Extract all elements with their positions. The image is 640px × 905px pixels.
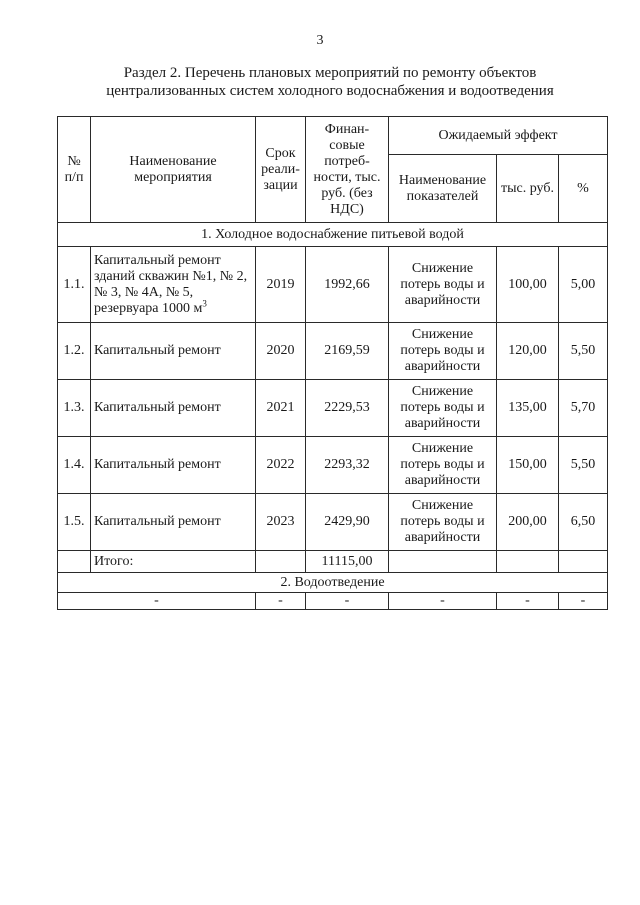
row-thousand: 100,00 xyxy=(497,247,559,323)
row-indicator: Снижение потерь воды и аварийности xyxy=(389,247,497,323)
header-name: Наименование мероприятия xyxy=(91,117,256,223)
row-thousand: 150,00 xyxy=(497,437,559,494)
row-term: 2022 xyxy=(256,437,306,494)
row-term: 2023 xyxy=(256,494,306,551)
dash-row xyxy=(58,593,608,610)
dash-cell: - xyxy=(256,593,306,610)
row-term: 2019 xyxy=(256,247,306,323)
header-term: Срок реали-зации xyxy=(256,117,306,223)
table-row xyxy=(58,323,608,380)
row-percent: 5,70 xyxy=(559,380,608,437)
row-name: Капитальный ремонт зданий скважин №1, № 2, № 3, № 4А, № 5, резервуара 1000 $м^3$ xyxy=(91,247,256,323)
row-name: Капитальный ремонт xyxy=(91,323,256,380)
page-number: 3 xyxy=(316,33,324,48)
row-indicator: Снижение потерь воды и аварийности xyxy=(389,380,497,437)
row-indicator: Снижение потерь воды и аварийности xyxy=(389,437,497,494)
header-effect: Ожидаемый эффект xyxy=(389,117,608,155)
table-row xyxy=(58,380,608,437)
total-label: Итого: xyxy=(91,551,256,573)
row-finance: 2429,90 xyxy=(306,494,389,551)
header-indicator: Наименование показателей xyxy=(389,155,497,223)
row-percent: 5,50 xyxy=(559,437,608,494)
row-name: Капитальный ремонт xyxy=(91,380,256,437)
dash-cell: - xyxy=(389,593,497,610)
dash-cell: - xyxy=(559,593,608,610)
row-percent: 6,50 xyxy=(559,494,608,551)
row-num: 1.4. xyxy=(58,437,91,494)
row-thousand: 200,00 xyxy=(497,494,559,551)
table-row xyxy=(58,247,608,323)
row-indicator: Снижение потерь воды и аварийности xyxy=(389,494,497,551)
row-term: 2020 xyxy=(256,323,306,380)
title-line-1: Раздел 2. Перечень плановых мероприятий по ремонту объектов xyxy=(123,65,537,81)
dash-cell: - xyxy=(58,593,256,610)
header-finance: Финан-совые потреб-ности, тыс. руб. (без НДС) xyxy=(306,117,389,223)
row-finance: 2229,53 xyxy=(306,380,389,437)
total-value: 11115,00 xyxy=(306,551,389,573)
total-row xyxy=(58,551,608,573)
title-line-2: централизованных систем холодного водоснабжения и водоотведения xyxy=(106,83,554,99)
row-num: 1.5. xyxy=(58,494,91,551)
row-term: 2021 xyxy=(256,380,306,437)
section-2-title: 2. Водоотведение xyxy=(58,573,608,593)
row-finance: 2293,32 xyxy=(306,437,389,494)
header-num: № п/п xyxy=(58,117,91,223)
page-title xyxy=(40,64,620,100)
table-row xyxy=(58,437,608,494)
row-name: Капитальный ремонт xyxy=(91,437,256,494)
row-name: Капитальный ремонт xyxy=(91,494,256,551)
header-thousand: тыс. руб. xyxy=(497,155,559,223)
table-row xyxy=(58,494,608,551)
measures-table xyxy=(57,116,608,610)
row-percent: 5,50 xyxy=(559,323,608,380)
section-1-title: 1. Холодное водоснабжение питьевой водой xyxy=(58,223,608,247)
row-indicator: Снижение потерь воды и аварийности xyxy=(389,323,497,380)
row-finance: 1992,66 xyxy=(306,247,389,323)
row-thousand: 135,00 xyxy=(497,380,559,437)
header-percent: % xyxy=(559,155,608,223)
row-num: 1.1. xyxy=(58,247,91,323)
row-num: 1.3. xyxy=(58,380,91,437)
dash-cell: - xyxy=(497,593,559,610)
row-num: 1.2. xyxy=(58,323,91,380)
row-finance: 2169,59 xyxy=(306,323,389,380)
row-percent: 5,00 xyxy=(559,247,608,323)
dash-cell: - xyxy=(306,593,389,610)
row-thousand: 120,00 xyxy=(497,323,559,380)
